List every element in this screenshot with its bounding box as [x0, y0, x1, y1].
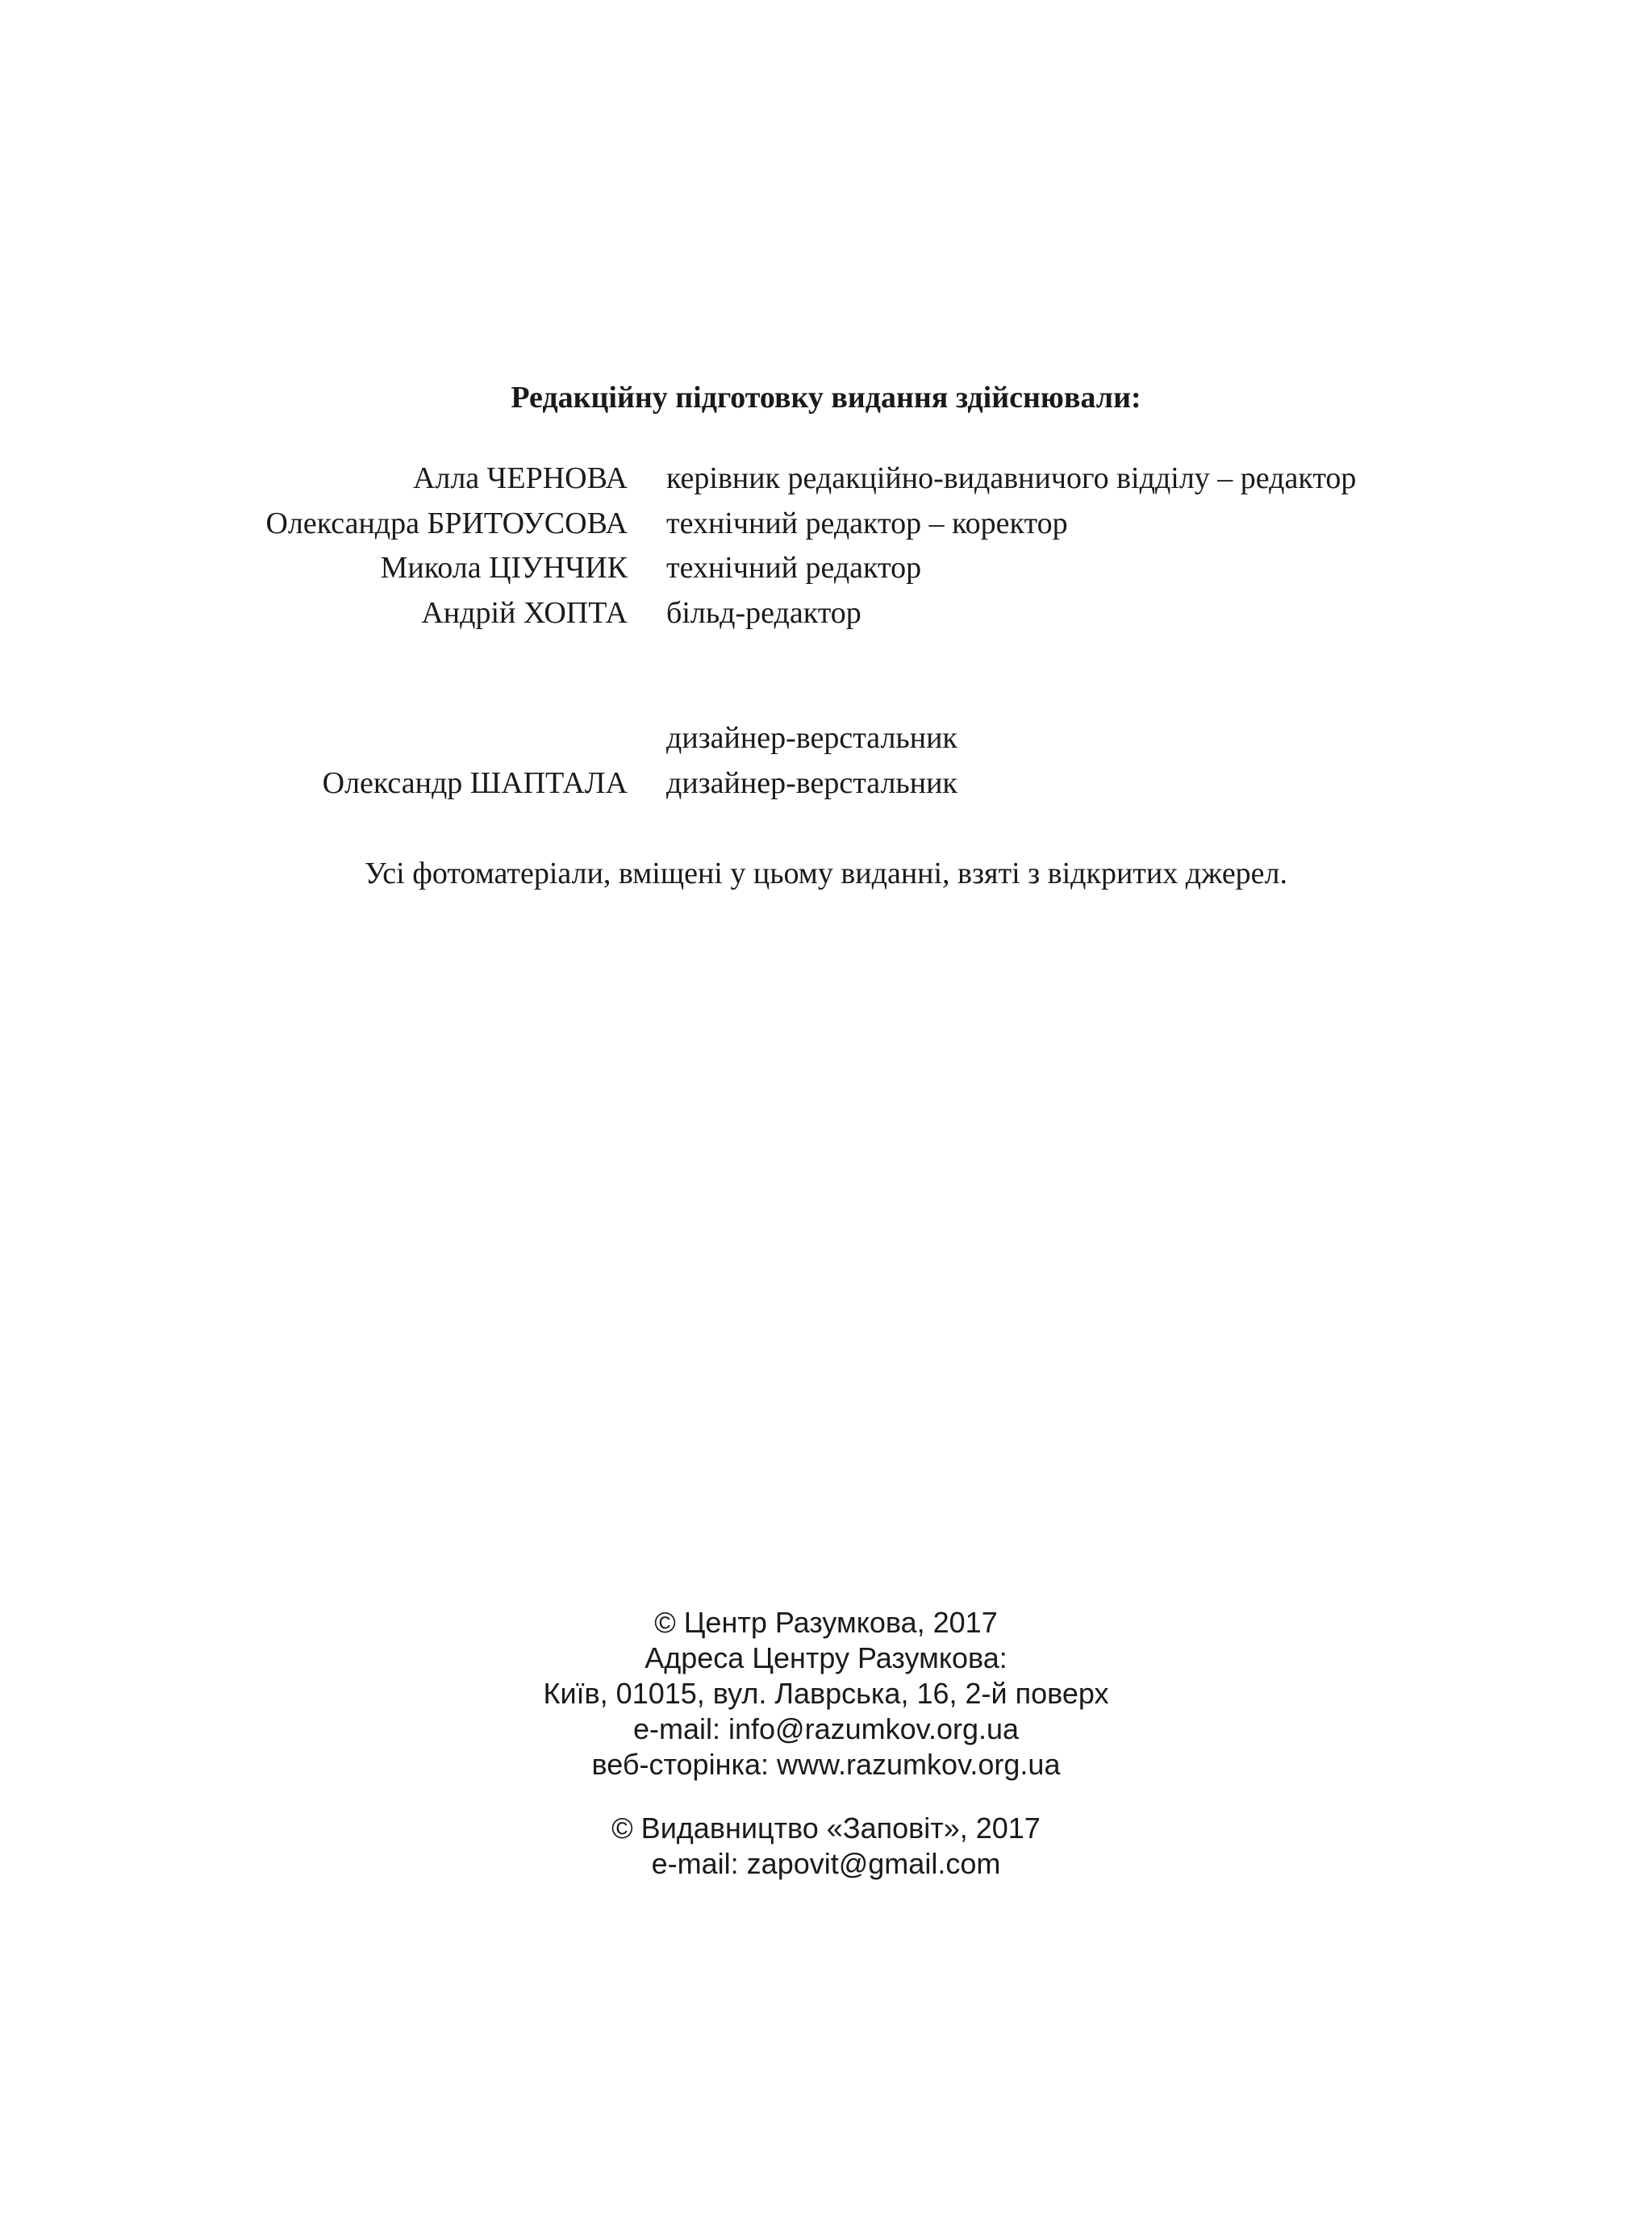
staff-name: Олександра БРИТОУСОВА — [265, 506, 628, 540]
staff-role: дизайнер-верстальник — [666, 721, 957, 755]
staff-row — [0, 591, 1652, 636]
razumkov-imprint — [0, 1605, 1652, 1782]
staff-name: Микола ЦІУНЧИК — [380, 551, 628, 585]
staff-row — [0, 546, 1652, 591]
razumkov-website: веб-сторінка: www.razumkov.org.ua — [591, 1748, 1061, 1781]
staff-role: керівник редакційно-видавничого відділу – редактор — [666, 461, 1357, 495]
publisher-imprint — [0, 1811, 1652, 1882]
staff-name: Андрій ХОПТА — [421, 595, 628, 630]
design-staff-list — [0, 716, 1652, 806]
staff-row — [0, 716, 1652, 761]
editorial-heading: Редакційну підготовку видання здійснювали: — [511, 381, 1141, 415]
staff-role: більд-редактор — [666, 595, 861, 630]
razumkov-address-label: Адреса Центру Разумкова: — [645, 1641, 1007, 1674]
razumkov-address: Київ, 01015, вул. Лаврська, 16, 2-й поверх — [543, 1677, 1109, 1710]
staff-name: Олександр ШАПТАЛА — [322, 765, 628, 800]
photo-source-note: Усі фотоматеріали, вміщені у цьому виданні, взяті з відкритих джерел. — [364, 857, 1288, 890]
publisher-copyright: © Видавництво «Заповіт», 2017 — [611, 1812, 1041, 1845]
staff-role: дизайнер-верстальник — [666, 765, 957, 800]
staff-role: технічний редактор — [666, 551, 922, 585]
razumkov-email: e-mail: info@razumkov.org.ua — [632, 1712, 1020, 1745]
staff-row — [0, 457, 1652, 502]
publisher-email: e-mail: zapovit@gmail.com — [651, 1847, 1001, 1880]
staff-role: технічний редактор – коректор — [666, 506, 1068, 540]
staff-row — [0, 761, 1652, 807]
staff-row — [0, 502, 1652, 547]
editorial-staff-list — [0, 457, 1652, 636]
staff-name: Алла ЧЕРНОВА — [412, 461, 628, 495]
razumkov-copyright: © Центр Разумкова, 2017 — [654, 1606, 998, 1639]
